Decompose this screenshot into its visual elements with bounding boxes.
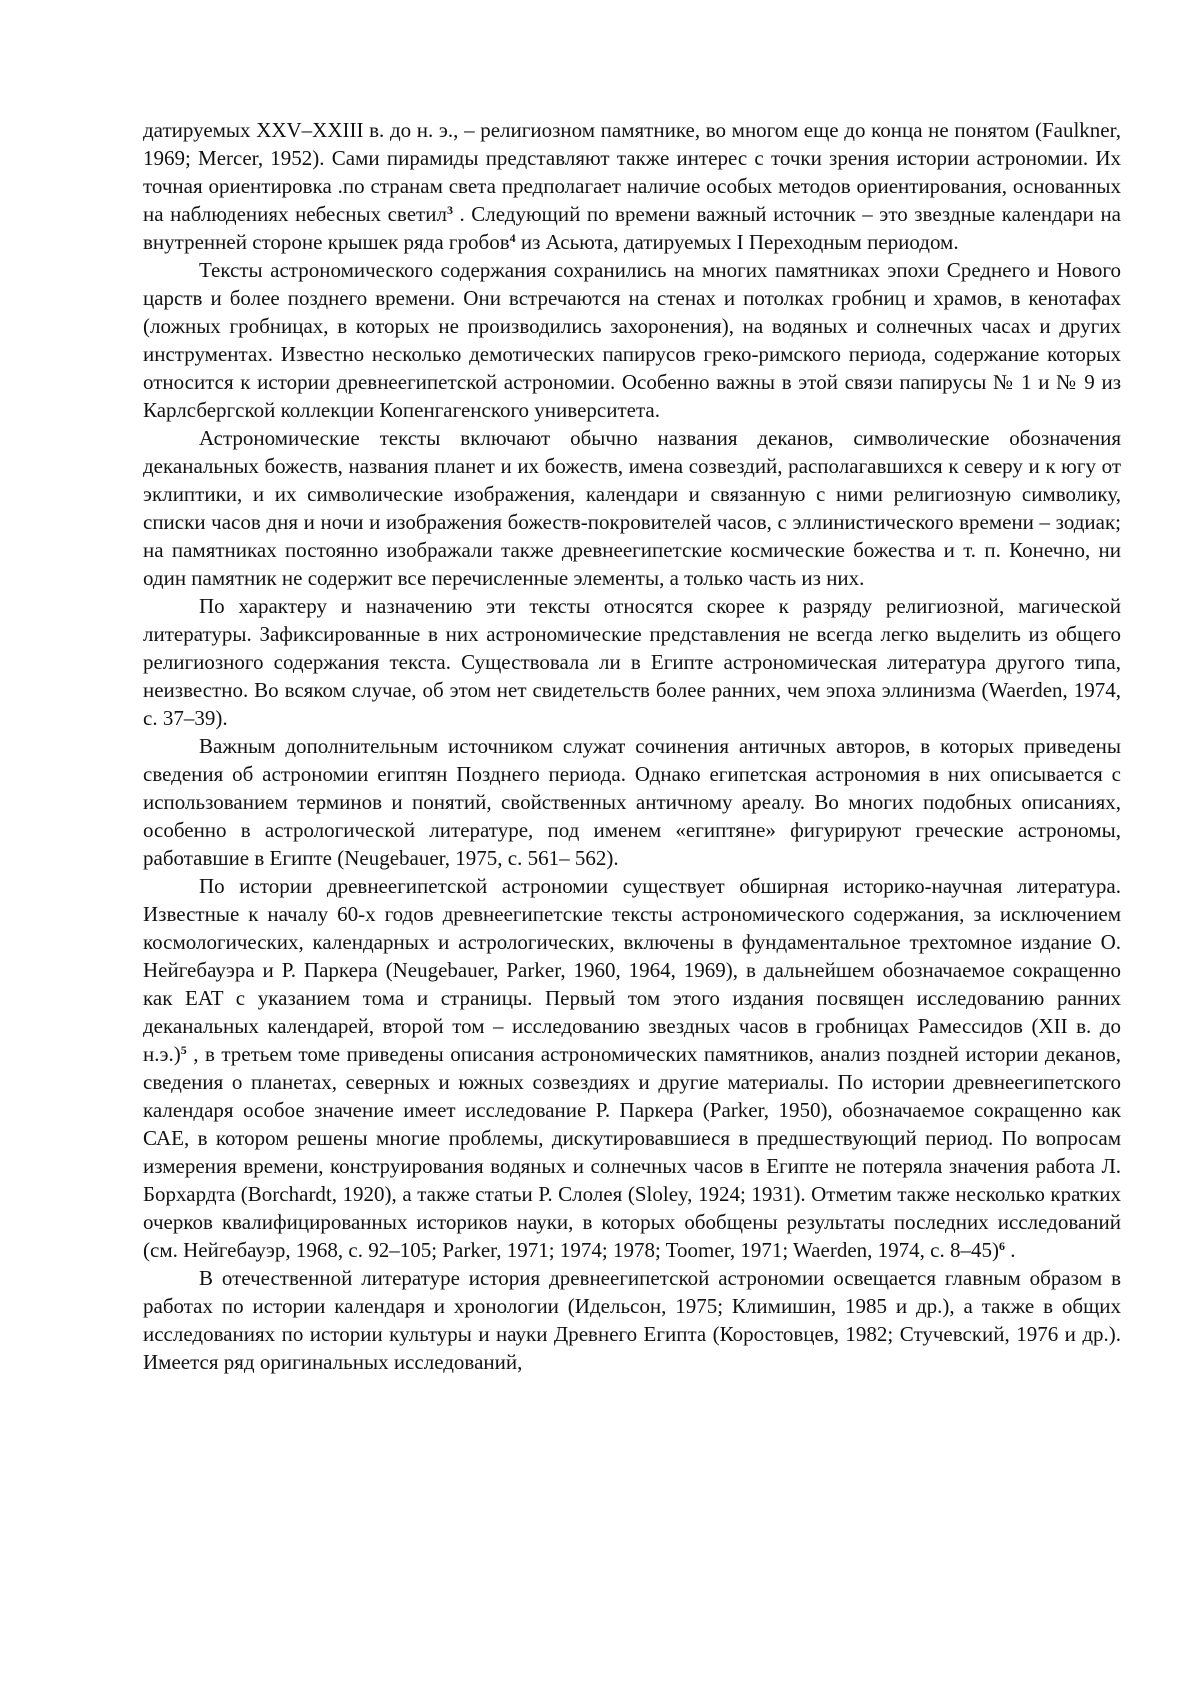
body-paragraph (143, 256, 1121, 424)
footnote-marker[interactable]: 4 (509, 231, 516, 245)
paragraph-text: . (1004, 1238, 1016, 1262)
footnote-marker[interactable]: 5 (180, 1043, 187, 1057)
paragraph-text: По характеру и назначению эти тексты относятся скорее к разряду религиозной, магической литературы. Зафиксированные в них астрономические представления не всегда легко выделить из общего религиозного содержания текста. Существовала ли в Египте астрономическая литература другого типа, неизвестно. Во всяком случае, об этом нет свидетельств более ранних, чем эпоха эллинизма (Waerden, 1974, с. 37–39). (143, 594, 1121, 730)
paragraph-text: из Асьюта, датируемых I Переходным периодом. (515, 230, 959, 254)
paragraph-text: , в третьем томе приведены описания астрономических памятников, анализ поздней истории деканов, сведения о планетах, северных и южных созвездиях и другие материалы. По истории древнеегипетского календаря особое значение имеет исследование Р. Паркера (Parker, 1950), обозначаемое сокращенно как САЕ, в котором решены многие проблемы, дискутировавшиеся в предшествующий период. По вопросам измерения времени, конструирования водяных и солнечных часов в Египте не потеряла значения работа Л. Борхардта (Borchardt, 1920), а также статьи Р. Слолея (Sloley, 1924; 1931). Отметим также несколько кратких очерков квалифицированных историков науки, в которых обобщены результаты последних исследований (см. Нейгебауэр, 1968, с. 92–105; Parker, 1971; 1974; 1978; Toomer, 1971; Waerden, 1974, с. 8–45) (143, 1042, 1121, 1262)
body-paragraph (143, 116, 1121, 256)
body-paragraph (143, 872, 1121, 1264)
document-page (143, 116, 1121, 1376)
paragraph-text: Важным дополнительным источником служат сочинения античных авторов, в которых приведены сведения об астрономии египтян Позднего периода. Однако египетская астрономия в них описывается с использованием терминов и понятий, свойственных античному ареалу. Во многих подобных описаниях, особенно в астрологической литературе, под именем «египтяне» фигурируют греческие астрономы, работавшие в Египте (Neugebauer, 1975, с. 561– 562). (143, 734, 1121, 870)
paragraph-text: В отечественной литературе история древнеегипетской астрономии освещается главным образом в работах по истории календаря и хронологии (Идельсон, 1975; Климишин, 1985 и др.), а также в общих исследованиях по истории культуры и науки Древнего Египта (Коростовцев, 1982; Стучевский, 1976 и др.). Имеется ряд оригинальных исследований, (143, 1266, 1121, 1374)
paragraph-text: датируемых XXV–XXIII в. до н. э., – религиозном памятнике, во многом еще до конца не понятом (Faulkner, 1969; Mercer, 1952). Сами пирамиды представляют также интерес с точки зрения истории астрономии. Их точная ориентировка .по странам света предполагает наличие особых методов ориентирования, основанных на наблюдениях небесных светил (143, 118, 1121, 226)
footnote-marker[interactable]: 6 (998, 1239, 1005, 1253)
footnote-marker[interactable]: 3 (446, 203, 453, 217)
paragraph-text: Астрономические тексты включают обычно названия деканов, символические обозначения деканальных божеств, названия планет и их божеств, имена созвездий, располагавшихся к северу и к югу от эклиптики, и их символические изображения, календари и связанную с ними религиозную символику, списки часов дня и ночи и изображения божеств-покровителей часов, с эллинистического времени – зодиак; на памятниках постоянно изображали также древнеегипетские космические божества и т. п. Конечно, ни один памятник не содержит все перечисленные элементы, а только часть из них. (143, 426, 1121, 590)
paragraph-text: . Следующий по времени важный источник – это звездные календари на внутренней стороне крышек ряда гробов (143, 202, 1121, 254)
body-paragraph (143, 424, 1121, 592)
paragraph-text: По истории древнеегипетской астрономии существует обширная историко-научная литература. Известные к началу 60-х годов древнеегипетские тексты астрономического содержания, за исключением космологических, календарных и астрологических, включены в фундаментальное трехтомное издание О. Нейгебауэра и Р. Паркера (Neugebauer, Parker, 1960, 1964, 1969), в дальнейшем обозначаемое сокращенно как EAT с указанием тома и страницы. Первый том этого издания посвящен исследованию ранних деканальных календарей, второй том – исследованию звездных часов в гробницах Рамессидов (XII в. до н.э.) (143, 874, 1121, 1066)
body-paragraph (143, 592, 1121, 732)
paragraph-text: Тексты астрономического содержания сохранились на многих памятниках эпохи Среднего и Нового царств и более позднего времени. Они встречаются на стенах и потолках гробниц и храмов, в кенотафах (ложных гробницах, в которых не производились захоронения), на водяных и солнечных часах и других инструментах. Известно несколько демотических папирусов греко-римского периода, содержание которых относится к истории древнеегипетской астрономии. Особенно важны в этой связи папирусы № 1 и № 9 из Карлсбергской коллекции Копенгагенского университета. (143, 258, 1121, 422)
body-paragraph (143, 732, 1121, 872)
body-paragraph (143, 1264, 1121, 1376)
